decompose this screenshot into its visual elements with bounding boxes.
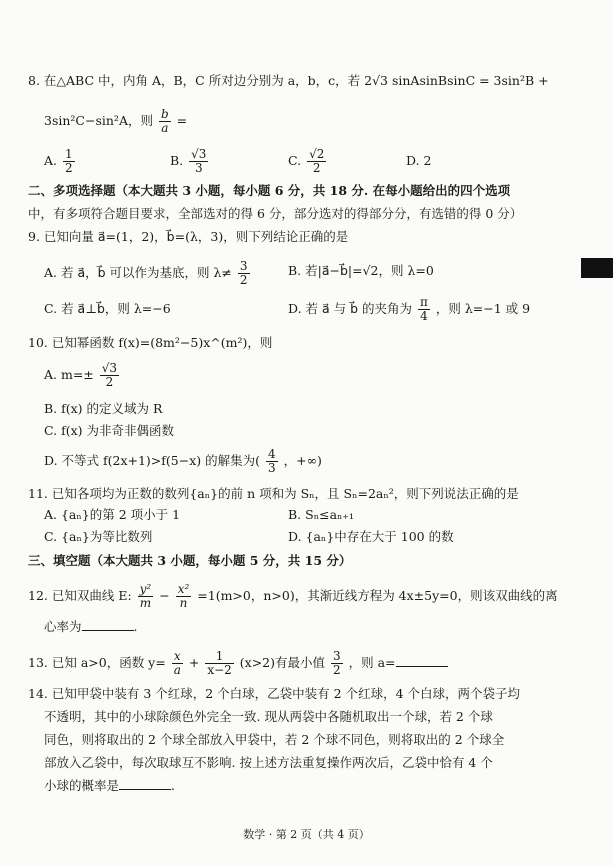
q11-stem: 11. 已知各项均为正数的数列{aₙ}的前 n 项和为 Sₙ，且 Sₙ=2aₙ²，则下列说法正确的是 <box>28 486 519 501</box>
q10-option-b: B. f(x) 的定义域为 R <box>44 401 163 416</box>
q10-option-d: D. 不等式 f(2x+1)>f(5−x) 的解集为( $\frac{4}{3}$ ，+∞) <box>44 447 322 475</box>
q10-option-a: A. m=± $\frac{√3}{2}$ <box>44 361 118 389</box>
q10-stem: 10. 已知幂函数 f(x)=(8m²−5)x^(m²)，则 <box>28 335 273 350</box>
q8-option-c: C. $\frac{√2}{2}$ <box>288 147 325 175</box>
q8-line2 <box>44 108 187 135</box>
q10-option-c: C. f(x) 为非奇非偶函数 <box>44 423 174 438</box>
q12-line2: 心率为 . <box>44 619 138 634</box>
section2-instructions: 中，有多项符合题目要求，全部选对的得 6 分，部分选对的得部分分，有选错的得 0 分） <box>28 206 523 221</box>
q11-option-c: C. {aₙ}为等比数列 <box>44 529 153 544</box>
section3-heading: 三、填空题（本大题共 3 小题，每小题 5 分，共 15 分） <box>28 553 352 568</box>
q8-option-d: D. 2 <box>406 153 432 168</box>
q12-line1: 12. 已知双曲线 E: $\frac{\text{y²}}{m}$ − $\frac{\text{x²}}{n}$ =1(m>0，n>0)，其渐近线方程为 4x±5y=0，则该双曲线的离 <box>28 582 558 610</box>
q13-answer-blank[interactable] <box>396 654 448 667</box>
q11-option-b: B. Sₙ≤aₙ₊₁ <box>288 507 355 522</box>
q11-option-a: A. {aₙ}的第 2 项小于 1 <box>44 507 181 522</box>
q9-option-d: D. 若 a⃗ 与 b⃗ 的夹角为 $\frac{\pi}{4}$ ，则 λ=−1 或 9 <box>288 295 531 323</box>
section2-heading: 二、多项选择题（本大题共 3 小题，每小题 6 分，共 18 分. 在每小题给出的四个选项 <box>28 183 511 198</box>
q8-option-b: B. $\frac{√3}{3}$ <box>170 147 207 175</box>
q8-line1: 8. 在△ABC 中，内角 A，B，C 所对边分别为 a，b，c，若 2√3 sinAsinBsinC = 3sin²B + <box>28 73 549 88</box>
q8-fraction: $\frac{b}{a}$ <box>160 107 169 135</box>
q9-stem: 9. 已知向量 a⃗=(1，2)，b⃗=(λ，3)，则下列结论正确的是 <box>28 229 349 244</box>
q13-line: 13. 已知 a>0，函数 y= $\frac{x}{a}$ + $\frac{1}{x-2}$ (x>2)有最小值 $\frac{3}{2}$ ，则 a= <box>28 650 448 677</box>
q9-option-c: C. 若 a⃗⊥b⃗，则 λ=−6 <box>44 301 171 316</box>
q11-option-d: D. {aₙ}中存在大于 100 的数 <box>288 529 454 544</box>
q14-answer-blank[interactable] <box>119 777 171 790</box>
q8-line2-text: 3sin²C−sin²A，则 <box>44 113 153 128</box>
q9-option-a: A. 若 a⃗，b⃗ 可以作为基底，则 λ≠ $\frac{3}{2}$ <box>44 259 248 287</box>
q9-option-b: B. 若|a⃗−b⃗|=√2，则 λ=0 <box>288 263 434 278</box>
q8-equals: = <box>176 113 188 128</box>
q8-option-a: A. $\frac{1}{2}$ <box>44 147 73 175</box>
q12-answer-blank[interactable] <box>82 618 134 631</box>
q14-line4: 部放入乙袋中，每次取球互不影响. 按上述方法重复操作两次后，乙袋中恰有 4 个 <box>44 755 493 770</box>
page-footer: 数学 · 第 2 页（共 4 页） <box>243 828 370 841</box>
q14-line5: 小球的概率是 . <box>44 778 175 793</box>
q14-line1: 14. 已知甲袋中装有 3 个红球，2 个白球，乙袋中装有 2 个红球，4 个白球，两个袋子均 <box>28 686 521 701</box>
q14-line3: 同色，则将取出的 2 个球全部放入甲袋中，若 2 个球不同色，则将取出的 2 个球全 <box>44 732 505 747</box>
edge-marker <box>581 258 613 278</box>
q14-line2: 不透明，其中的小球除颜色外完全一致. 现从两袋中各随机取出一个球，若 2 个球 <box>44 709 493 724</box>
